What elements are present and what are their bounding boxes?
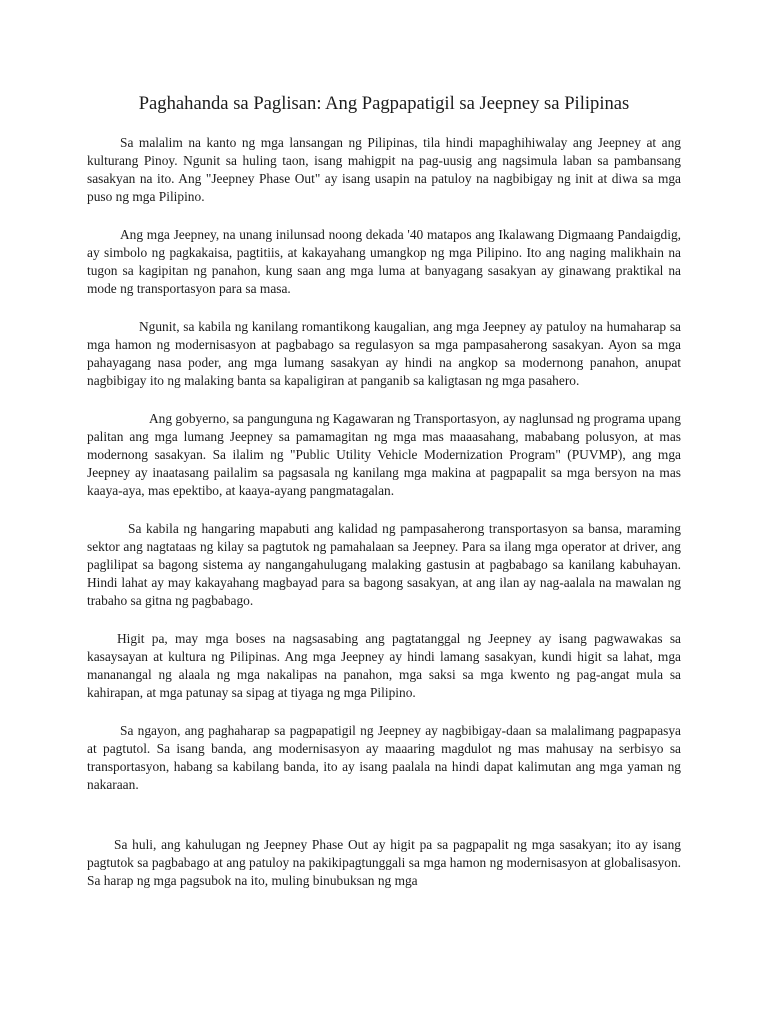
paragraph-2: Ang mga Jeepney, na unang inilunsad noong dekada '40 matapos ang Ikalawang Digmaang Pandaigdig, ay simbolo ng pagkakaisa, pagtitiis, at kakayahang umangkop ng mga Pilipino. Ito ang naging malikhain na tugon sa kagipitan ng panahon, kung saan ang mga luma at banyagang sasakyan ay ginawang praktikal na mode ng transportasyon para sa masa. <box>87 227 681 296</box>
document-title: Paghahanda sa Paglisan: Ang Pagpapatigil sa Jeepney sa Pilipinas <box>138 93 630 114</box>
paragraph-3: Ngunit, sa kabila ng kanilang romantikong kaugalian, ang mga Jeepney ay patuloy na humaharap sa mga hamon ng modernisasyon at pagbabago sa regulasyon sa mga pampasaherong sasakyan. Ayon sa mga pahayagang nasa poder, ang mga lumang sasakyan ay hindi na angkop sa modernong panahon, anupat nagbibigay ito ng malaking banta sa kapaligiran at panganib sa kaligtasan ng mga pasahero. <box>87 319 681 388</box>
paragraph-7: Sa ngayon, ang paghaharap sa pagpapatigil ng Jeepney ay nagbibigay-daan sa malalimang pagpapasya at pagtutol. Sa isang banda, ang modernisasyon ay maaaring magdulot ng mas mahusay na serbisyo sa transportasyon, habang sa kabilang banda, ito ay isang paalala na hindi dapat kalimutan ang mga yaman ng nakaraan. <box>87 723 681 792</box>
paragraph-5: Sa kabila ng hangaring mapabuti ang kalidad ng pampasaherong transportasyon sa bansa, maraming sektor ang nagtataas ng kilay sa pagtutok ng pamahalaan sa Jeepney. Para sa ilang mga operator at driver, ang paglilipat sa bagong sistema ay nangangahulugang malaking gastusin at pagbabago sa kanilang kabuhayan. Hindi lahat ay may kakayahang magbayad para sa bagong sasakyan, at ang ilan ay nag-aalala na mawalan ng trabaho sa gitna ng pagbabago. <box>87 521 681 608</box>
paragraph-4: Ang gobyerno, sa pangunguna ng Kagawaran ng Transportasyon, ay naglunsad ng programa upang palitan ang mga lumang Jeepney sa pamamagitan ng mga mas maaasahang, mababang polusyon, at mas modernong sasakyan. Sa ilalim ng "Public Utility Vehicle Modernization Program" (PUVMP), ang mga Jeepney ay inaatasang pailalim sa pagsasala ng kanilang mga makina at pagpapalit sa mga bersyon na mas kaaya-aya, mas epektibo, at kaaya-ayang pangmatagalan. <box>87 411 681 498</box>
paragraph-6: Higit pa, may mga boses na nagsasabing ang pagtatanggal ng Jeepney ay isang pagwawakas sa kasaysayan at kultura ng Pilipinas. Ang mga Jeepney ay hindi lamang sasakyan, kundi higit sa lahat, mga mananangal ng alaala ng mga nakalipas na panahon, mga saksi sa mga kwento ng pag-angat mula sa kahirapan, at mga patunay sa sipag at tiyaga ng mga Pilipino. <box>87 631 681 700</box>
paragraph-8: Sa huli, ang kahulugan ng Jeepney Phase Out ay higit pa sa pagpapalit ng mga sasakyan; ito ay isang pagtutok sa pagbabago at ang patuloy na pakikipagtunggali sa mga hamon ng modernisasyon at globalisasyon. Sa harap ng mga pagsubok na ito, muling binubuksan ng mga <box>87 837 681 888</box>
paragraph-1: Sa malalim na kanto ng mga lansangan ng Pilipinas, tila hindi mapaghihiwalay ang Jeepney at ang kulturang Pinoy. Ngunit sa huling taon, isang mahigpit na pag-uusig ang nagsimula laban sa pambansang sasakyan na ito. Ang "Jeepney Phase Out" ay isang usapin na patuloy na nagbibigay ng init at diwa sa mga puso ng mga Pilipino. <box>87 135 681 204</box>
